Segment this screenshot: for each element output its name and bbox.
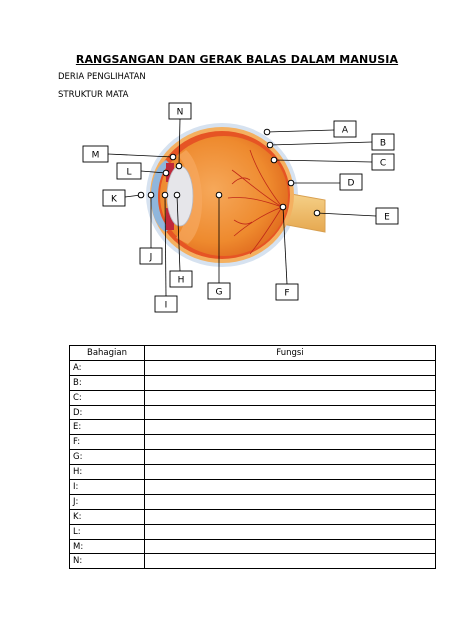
- table-row: [70, 435, 436, 450]
- row-part-label: G:: [70, 450, 145, 465]
- row-part-label: I:: [70, 480, 145, 495]
- table-row: [70, 420, 436, 435]
- label-box-k: [103, 190, 125, 206]
- subtitle-deria: DERIA PENGLIHATAN: [58, 72, 146, 82]
- row-function-cell[interactable]: [145, 554, 436, 569]
- label-box-m: [83, 146, 108, 162]
- function-table: [69, 345, 436, 569]
- row-function-cell[interactable]: [145, 375, 436, 390]
- label-box-g: [208, 283, 230, 299]
- row-part-label: E:: [70, 420, 145, 435]
- svg-text:E: E: [384, 212, 390, 223]
- svg-text:F: F: [284, 288, 290, 299]
- row-part-label: N:: [70, 554, 145, 569]
- svg-text:B: B: [379, 138, 387, 149]
- row-function-cell[interactable]: [145, 539, 436, 554]
- row-function-cell[interactable]: [145, 390, 436, 405]
- label-box-n: [169, 103, 191, 119]
- svg-text:H: H: [177, 275, 185, 286]
- table-row: [70, 480, 436, 495]
- subtitle-struktur: STRUKTUR MATA: [58, 90, 129, 100]
- row-part-label: B:: [70, 375, 145, 390]
- table-row: [70, 509, 436, 524]
- row-part-label: A:: [70, 360, 145, 375]
- svg-text:I: I: [164, 300, 168, 311]
- table-row: [70, 524, 436, 539]
- row-part-label: K:: [70, 509, 145, 524]
- svg-text:D: D: [347, 178, 355, 189]
- label-box-l: [117, 163, 141, 179]
- row-function-cell[interactable]: [145, 435, 436, 450]
- row-function-cell[interactable]: [145, 405, 436, 420]
- header-fungsi: Fungsi: [145, 346, 436, 361]
- table-row: [70, 465, 436, 480]
- row-part-label: M:: [70, 539, 145, 554]
- label-box-f: [276, 284, 298, 300]
- svg-text:G: G: [215, 287, 223, 298]
- label-box-i: [155, 296, 177, 312]
- table-row: [70, 450, 436, 465]
- label-box-b: [372, 134, 394, 150]
- row-function-cell[interactable]: [145, 450, 436, 465]
- label-box-d: [340, 174, 362, 190]
- table-row: [70, 554, 436, 569]
- row-function-cell[interactable]: [145, 420, 436, 435]
- label-box-j: [140, 248, 162, 264]
- svg-text:A: A: [341, 125, 349, 136]
- label-box-e: [376, 208, 398, 224]
- table-row: [70, 375, 436, 390]
- label-box-h: [170, 271, 192, 287]
- svg-text:J: J: [149, 252, 153, 263]
- svg-text:C: C: [379, 158, 387, 169]
- svg-text:M: M: [91, 150, 100, 161]
- row-function-cell[interactable]: [145, 524, 436, 539]
- row-function-cell[interactable]: [145, 360, 436, 375]
- table-row: [70, 390, 436, 405]
- page-title: RANGSANGAN DAN GERAK BALAS DALAM MANUSIA: [75, 53, 399, 66]
- row-part-label: D:: [70, 405, 145, 420]
- row-function-cell[interactable]: [145, 465, 436, 480]
- header-bahagian: Bahagian: [70, 346, 145, 361]
- table-row: [70, 405, 436, 420]
- row-part-label: C:: [70, 390, 145, 405]
- row-function-cell[interactable]: [145, 494, 436, 509]
- row-part-label: F:: [70, 435, 145, 450]
- row-part-label: L:: [70, 524, 145, 539]
- row-part-label: J:: [70, 494, 145, 509]
- table-row: [70, 539, 436, 554]
- table-row: [70, 360, 436, 375]
- table-row: [70, 494, 436, 509]
- row-function-cell[interactable]: [145, 480, 436, 495]
- label-box-c: [372, 154, 394, 170]
- label-box-a: [334, 121, 356, 137]
- svg-text:L: L: [126, 167, 132, 178]
- row-part-label: H:: [70, 465, 145, 480]
- svg-text:K: K: [111, 194, 117, 205]
- table-header-row: [70, 346, 436, 361]
- row-function-cell[interactable]: [145, 509, 436, 524]
- svg-text:N: N: [176, 107, 184, 118]
